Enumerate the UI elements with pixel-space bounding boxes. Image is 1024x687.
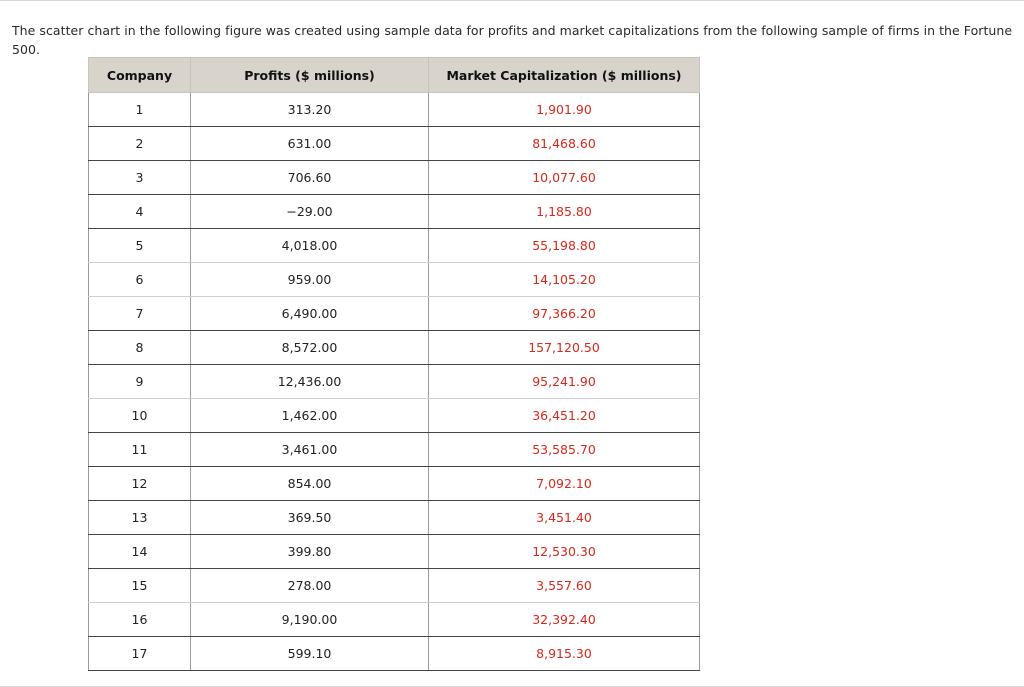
table-row [89, 501, 700, 535]
cell-profits: 399.80 [191, 535, 429, 569]
cell-company: 16 [89, 603, 191, 637]
cell-profits: 1,462.00 [191, 399, 429, 433]
cell-profits: 631.00 [191, 127, 429, 161]
cell-company: 10 [89, 399, 191, 433]
table-row [89, 637, 700, 671]
cell-company: 7 [89, 297, 191, 331]
cell-profits: 854.00 [191, 467, 429, 501]
cell-profits: 278.00 [191, 569, 429, 603]
cell-company: 15 [89, 569, 191, 603]
header-market-cap: Market Capitalization ($ millions) [429, 58, 700, 93]
cell-market-cap: 3,451.40 [429, 501, 700, 535]
cell-company: 13 [89, 501, 191, 535]
table-row [89, 603, 700, 637]
cell-profits: 369.50 [191, 501, 429, 535]
cell-company: 5 [89, 229, 191, 263]
cell-market-cap: 14,105.20 [429, 263, 700, 297]
fortune-500-data-table [88, 57, 700, 671]
header-profits: Profits ($ millions) [191, 58, 429, 93]
cell-profits: 8,572.00 [191, 331, 429, 365]
cell-company: 17 [89, 637, 191, 671]
cell-company: 9 [89, 365, 191, 399]
cell-market-cap: 8,915.30 [429, 637, 700, 671]
cell-profits: 313.20 [191, 93, 429, 127]
cell-market-cap: 1,185.80 [429, 195, 700, 229]
table-row [89, 93, 700, 127]
cell-profits: 4,018.00 [191, 229, 429, 263]
cell-company: 11 [89, 433, 191, 467]
cell-market-cap: 3,557.60 [429, 569, 700, 603]
table-row [89, 399, 700, 433]
cell-profits: 3,461.00 [191, 433, 429, 467]
cell-profits: 959.00 [191, 263, 429, 297]
cell-company: 8 [89, 331, 191, 365]
cell-market-cap: 97,366.20 [429, 297, 700, 331]
cell-market-cap: 55,198.80 [429, 229, 700, 263]
table-row [89, 467, 700, 501]
cell-company: 12 [89, 467, 191, 501]
table-row [89, 195, 700, 229]
question-intro-text: The scatter chart in the following figure was created using sample data for profits and market capitalizations from the following sample of firms in the Fortune 500. [12, 22, 1013, 57]
cell-market-cap: 10,077.60 [429, 161, 700, 195]
cell-profits: 599.10 [191, 637, 429, 671]
table-row [89, 535, 700, 569]
table-row [89, 297, 700, 331]
cell-profits: 706.60 [191, 161, 429, 195]
table-row [89, 263, 700, 297]
cell-market-cap: 36,451.20 [429, 399, 700, 433]
cell-market-cap: 1,901.90 [429, 93, 700, 127]
top-divider [0, 0, 1024, 1]
cell-profits: −29.00 [191, 195, 429, 229]
cell-market-cap: 157,120.50 [429, 331, 700, 365]
table-header-row [89, 58, 700, 93]
cell-market-cap: 12,530.30 [429, 535, 700, 569]
table-row [89, 569, 700, 603]
cell-market-cap: 95,241.90 [429, 365, 700, 399]
cell-market-cap: 7,092.10 [429, 467, 700, 501]
cell-market-cap: 53,585.70 [429, 433, 700, 467]
table-row [89, 365, 700, 399]
table-row [89, 433, 700, 467]
cell-profits: 12,436.00 [191, 365, 429, 399]
cell-company: 14 [89, 535, 191, 569]
header-company: Company [89, 58, 191, 93]
cell-company: 3 [89, 161, 191, 195]
cell-company: 6 [89, 263, 191, 297]
table-row [89, 161, 700, 195]
cell-market-cap: 32,392.40 [429, 603, 700, 637]
cell-market-cap: 81,468.60 [429, 127, 700, 161]
cell-profits: 6,490.00 [191, 297, 429, 331]
cell-company: 2 [89, 127, 191, 161]
table-row [89, 127, 700, 161]
cell-company: 4 [89, 195, 191, 229]
table-row [89, 229, 700, 263]
table-row [89, 331, 700, 365]
cell-company: 1 [89, 93, 191, 127]
cell-profits: 9,190.00 [191, 603, 429, 637]
